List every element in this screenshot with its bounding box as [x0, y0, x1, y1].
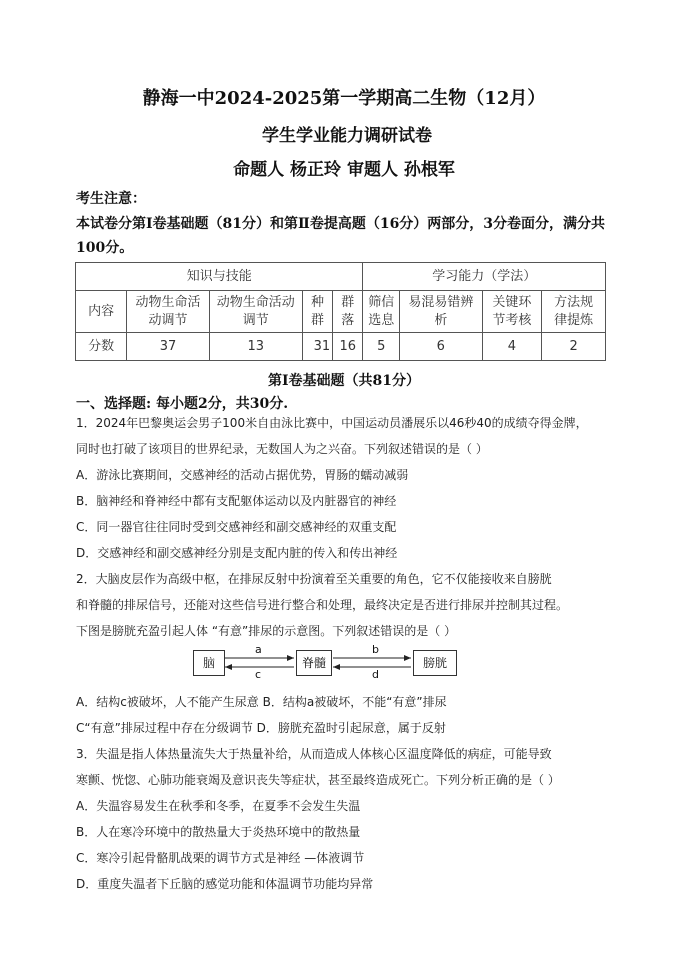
table-score-label: 分数	[76, 333, 127, 361]
part-heading: 一、选择题: 每小题2分，共30分.	[76, 396, 289, 412]
table-header-cell: 关键环节考核	[482, 291, 542, 333]
table-score-cell: 13	[209, 333, 302, 361]
diagram-label-c: c	[255, 668, 262, 681]
q1-stem-line1: 1．2024年巴黎奥运会男子100米自由泳比赛中，中国运动员潘展乐以46秒40的成绩夺得金牌，	[76, 416, 588, 430]
table-score-cell: 5	[363, 333, 400, 361]
diagram-spinal-box: 脊髓	[296, 650, 332, 676]
table-score-cell: 31	[302, 333, 332, 361]
table-header-cell: 易混易错辨析	[400, 291, 483, 333]
table-header-cell: 群落	[333, 291, 363, 333]
q3-option-d: D．重度失温者下丘脑的感觉功能和体温调节功能均异常	[76, 877, 374, 891]
notice-text: 本试卷分第Ⅰ卷基础题（81分）和第Ⅱ卷提高题（16分）两部分，3分卷面分，满分共100分。	[76, 216, 606, 256]
table-score-cell: 4	[482, 333, 542, 361]
diagram-bladder-box: 膀胱	[413, 650, 457, 676]
diagram-label-a: a	[255, 643, 262, 656]
q2-options-ab: A．结构c被破坏，人不能产生尿意 B．结构a被破坏，不能“有意”排尿	[76, 695, 447, 709]
table-header-cell: 动物生命活动调节	[127, 291, 210, 333]
q1-option-a: A．游泳比赛期间，交感神经的活动占据优势，胃肠的蠕动减弱	[76, 468, 409, 482]
q2-options-cd: C“有意”排尿过程中存在分级调节 D．膀胱充盈时引起尿意，属于反射	[76, 721, 446, 735]
diagram-label-b: b	[372, 643, 379, 656]
table-row-label: 内容	[76, 291, 127, 333]
diagram-brain-box: 脑	[193, 650, 225, 676]
table-group-learning: 学习能力（学法）	[363, 263, 606, 291]
q3-option-a: A．失温容易发生在秋季和冬季，在夏季不会发生失温	[76, 799, 361, 813]
table-header-cell: 筛信选息	[363, 291, 400, 333]
q2-stem-line1: 2．大脑皮层作为高级中枢，在排尿反射中扮演着至关重要的角色，它不仅能接收来自膀胱	[76, 572, 552, 586]
table-score-cell: 16	[333, 333, 363, 361]
notice-heading: 考生注意：	[76, 191, 146, 207]
q2-stem-line3: 下图是膀胱充盈引起人体 “有意”排尿的示意图。下列叙述错误的是（ ）	[76, 624, 457, 638]
table-score-cell: 37	[127, 333, 210, 361]
q1-option-d: D．交感神经和副交感神经分别是支配内脏的传入和传出神经	[76, 546, 398, 560]
table-group-knowledge: 知识与技能	[76, 263, 363, 291]
q3-stem-line1: 3．失温是指人体热量流失大于热量补给，从而造成人体核心区温度降低的病症，可能导致	[76, 747, 552, 761]
table-score-cell: 6	[400, 333, 483, 361]
q3-option-c: C．寒冷引起骨骼肌战栗的调节方式是神经 —体液调节	[76, 851, 365, 865]
section-title: 第Ⅰ卷基础题（共81分）	[267, 373, 421, 389]
exam-title: 静海一中2024-2025第一学期高二生物（12月）	[142, 88, 546, 109]
table-header-cell: 动物生命活动调节	[209, 291, 302, 333]
q3-stem-line2: 寒颤、恍惚、心肺功能衰竭及意识丧失等症状，甚至最终造成死亡。下列分析正确的是（ ）	[76, 773, 560, 787]
q3-option-b: B．人在寒冷环境中的散热量大于炎热环境中的散热量	[76, 825, 361, 839]
diagram-label-d: d	[372, 668, 379, 681]
q1-option-b: B．脑神经和脊神经中都有支配躯体运动以及内脏器官的神经	[76, 494, 397, 508]
table-header-cell: 方法规律提炼	[542, 291, 606, 333]
exam-authors: 命题人 杨正玲 审题人 孙根军	[233, 160, 455, 180]
table-header-cell: 种群	[302, 291, 332, 333]
q1-stem-line2: 同时也打破了该项目的世界纪录，无数国人为之兴奋。下列叙述错误的是（ ）	[76, 442, 488, 456]
table-score-cell: 2	[542, 333, 606, 361]
exam-subtitle: 学生学业能力调研试卷	[262, 126, 432, 146]
q2-stem-line2: 和脊髓的排尿信号，还能对这些信号进行整合和处理，最终决定是否进行排尿并控制其过程。	[76, 598, 569, 612]
q1-option-c: C．同一器官往往同时受到交感神经和副交感神经的双重支配	[76, 520, 397, 534]
